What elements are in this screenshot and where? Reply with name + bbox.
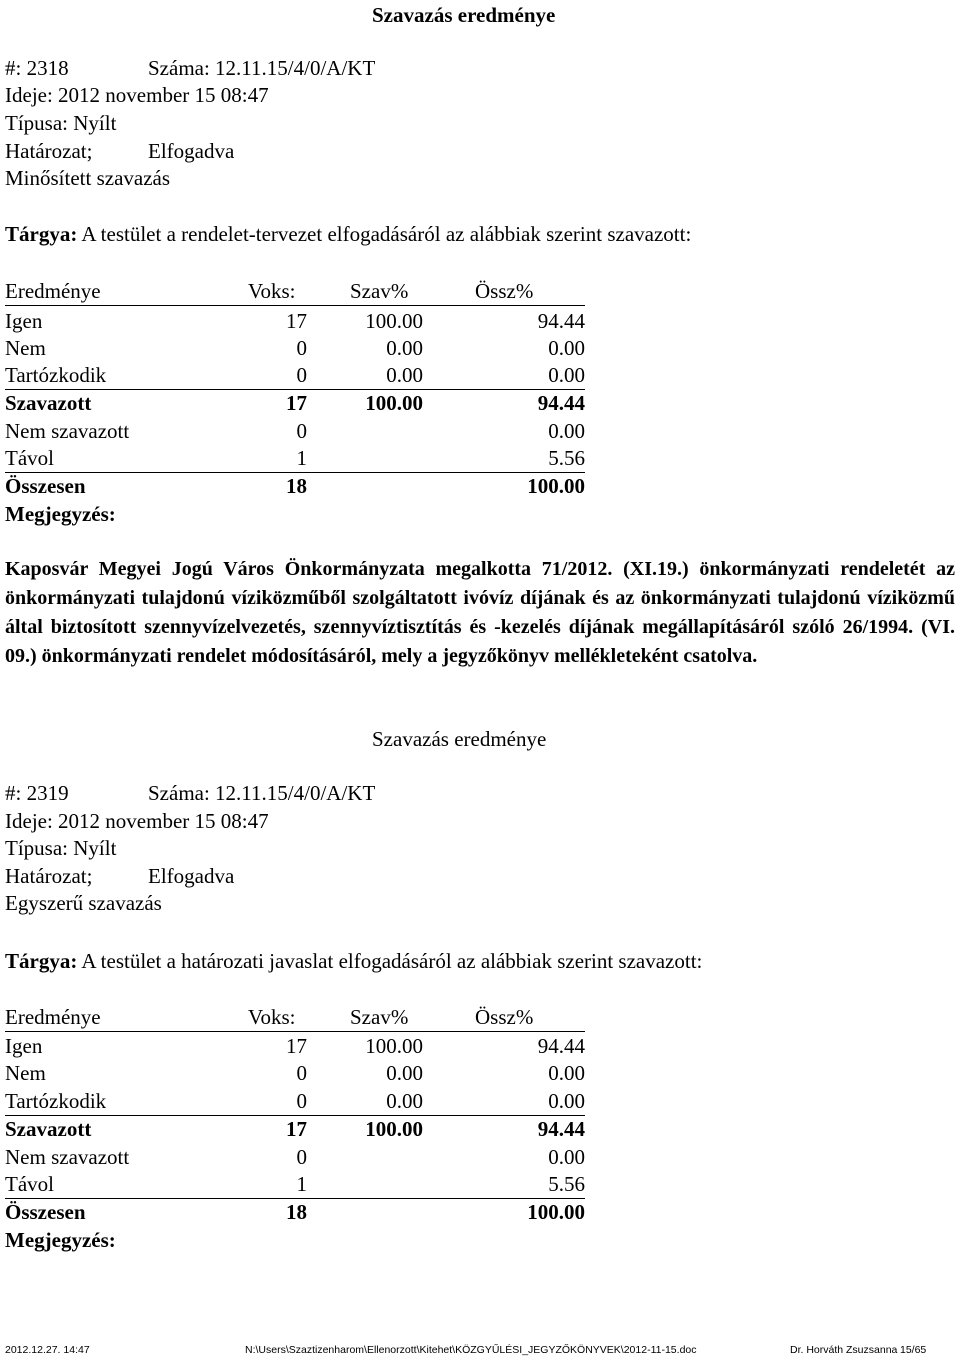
block1-hatarozat-value: Elfogadva [148,139,235,163]
targya-label: Tárgya: [5,949,78,973]
row-label: Összesen [5,1200,86,1224]
row-label: Igen [5,1034,43,1058]
table-row [5,362,585,390]
row-voks: 0 [296,419,307,443]
row-ossz: 94.44 [537,1034,585,1058]
row-ossz: 100.00 [527,1200,585,1224]
row-voks: 17 [286,1117,307,1141]
footer-author: Dr. Horváth Zsuzsanna [790,1344,898,1356]
footer-page: 15/65 [900,1344,927,1356]
row-szav: 0.00 [386,1089,423,1113]
row-voks: 0 [296,1089,307,1113]
table-row [5,335,585,362]
row-ossz: 0.00 [548,1089,585,1113]
row-ossz: 94.44 [537,309,585,333]
block1-megjegyzes: Megjegyzés: [5,502,116,526]
col-ossz: Össz% [475,279,534,303]
block2-megjegyzes: Megjegyzés: [5,1228,116,1252]
block2-heading: Szavazás eredménye [372,727,547,751]
table-row [5,1144,585,1171]
footer-path: N:\Users\Szaztizenharom\Ellenorzott\Kitehet\KÖZGYŰLÉSI_JEGYZŐKÖNYVEK\2012-11-15.doc [245,1344,697,1356]
resolution-note [5,555,955,671]
block1-number: #: 2318 [5,56,69,80]
row-szav: 0.00 [386,363,423,387]
row-voks: 18 [286,474,307,498]
row-label: Távol [5,1172,54,1196]
block1-ideje: Ideje: 2012 november 15 08:47 [5,83,269,107]
targya-text: A testület a rendelet-tervezet elfogadásáról az alábbiak szerint szavazott: [77,222,692,246]
footer-date: 2012.12.27. 14:47 [5,1344,90,1356]
block1-targya [5,221,691,248]
row-label: Tartózkodik [5,363,107,387]
row-ossz: 5.56 [548,446,585,470]
row-label: Nem szavazott [5,419,130,443]
table-row [5,1199,585,1226]
row-voks: 18 [286,1200,307,1224]
table-row [5,390,585,417]
block2-ideje: Ideje: 2012 november 15 08:47 [5,809,269,833]
row-ossz: 0.00 [548,336,585,360]
table-row [5,308,585,335]
col-szav: Szav% [350,279,409,303]
col-szav: Szav% [350,1005,409,1029]
table-row [5,473,585,500]
row-label: Igen [5,309,43,333]
targya-text: A testület a határozati javaslat elfogadásáról az alábbiak szerint szavazott: [77,949,703,973]
table-row [5,418,585,445]
row-voks: 1 [296,1172,307,1196]
block1-szavazas-tipus: Minősített szavazás [5,166,171,190]
table-row [5,445,585,473]
block2-tipusa: Típusa: Nyílt [5,836,117,860]
row-label: Távol [5,446,54,470]
row-voks: 17 [286,1034,307,1058]
table-row [5,1033,585,1060]
block2-number: #: 2319 [5,781,69,805]
col-eredmenye: Eredménye [5,1005,101,1029]
row-ossz: 5.56 [548,1172,585,1196]
row-voks: 0 [296,1145,307,1169]
row-szav: 100.00 [365,391,423,415]
targya-label: Tárgya: [5,222,78,246]
block2-hatarozat-label: Határozat; [5,864,93,888]
row-szav: 100.00 [365,1117,423,1141]
table-row [5,1116,585,1143]
row-label: Szavazott [5,1117,92,1141]
row-szav: 0.00 [386,1061,423,1085]
block2-targya [5,948,702,975]
block2-szavazas-tipus: Egyszerű szavazás [5,891,162,915]
block1-szama: Száma: 12.11.15/4/0/A/KT [148,56,376,80]
row-voks: 17 [286,391,307,415]
row-ossz: 100.00 [527,474,585,498]
block2-table-header [5,1004,585,1032]
row-ossz: 0.00 [548,1145,585,1169]
row-voks: 0 [296,363,307,387]
col-eredmenye: Eredménye [5,279,101,303]
row-label: Nem [5,1061,46,1085]
block1-table-header [5,278,585,306]
row-szav: 0.00 [386,336,423,360]
row-ossz: 94.44 [537,1117,585,1141]
row-ossz: 0.00 [548,363,585,387]
row-label: Nem szavazott [5,1145,130,1169]
row-szav: 100.00 [365,309,423,333]
note-text: Kaposvár Megyei Jogú Város Önkormányzata megalkotta 71/2012. (XI.19.) önkormányzati rendeletét az önkormányzati tulajdonú víziközműből szolgáltatott ivóvíz díjának és az önkormányzati tulajdonú víziközmű által biztosított szennyvízelvezetés, szennyvíztisztítás és -kezelés díjának megállapításáról szóló 26/1994. (VI. 09.) önkormányzati rendelet módosításáról, mely a jegyzőkönyv mellékleteként csatolva. [5,558,955,667]
row-ossz: 0.00 [548,419,585,443]
col-voks: Voks: [248,279,296,303]
table-row [5,1088,585,1116]
row-voks: 17 [286,309,307,333]
block1-tipusa: Típusa: Nyílt [5,111,117,135]
row-label: Tartózkodik [5,1089,107,1113]
row-label: Nem [5,336,46,360]
block1-hatarozat-label: Határozat; [5,139,93,163]
table-row [5,1171,585,1199]
row-ossz: 94.44 [537,391,585,415]
block2-hatarozat-value: Elfogadva [148,864,235,888]
row-voks: 0 [296,1061,307,1085]
row-label: Szavazott [5,391,92,415]
block1-heading: Szavazás eredménye [372,3,556,27]
col-voks: Voks: [248,1005,296,1029]
row-voks: 0 [296,336,307,360]
col-ossz: Össz% [475,1005,534,1029]
row-ossz: 0.00 [548,1061,585,1085]
row-label: Összesen [5,474,86,498]
table-row [5,1060,585,1087]
row-szav: 100.00 [365,1034,423,1058]
block2-szama: Száma: 12.11.15/4/0/A/KT [148,781,376,805]
row-voks: 1 [296,446,307,470]
